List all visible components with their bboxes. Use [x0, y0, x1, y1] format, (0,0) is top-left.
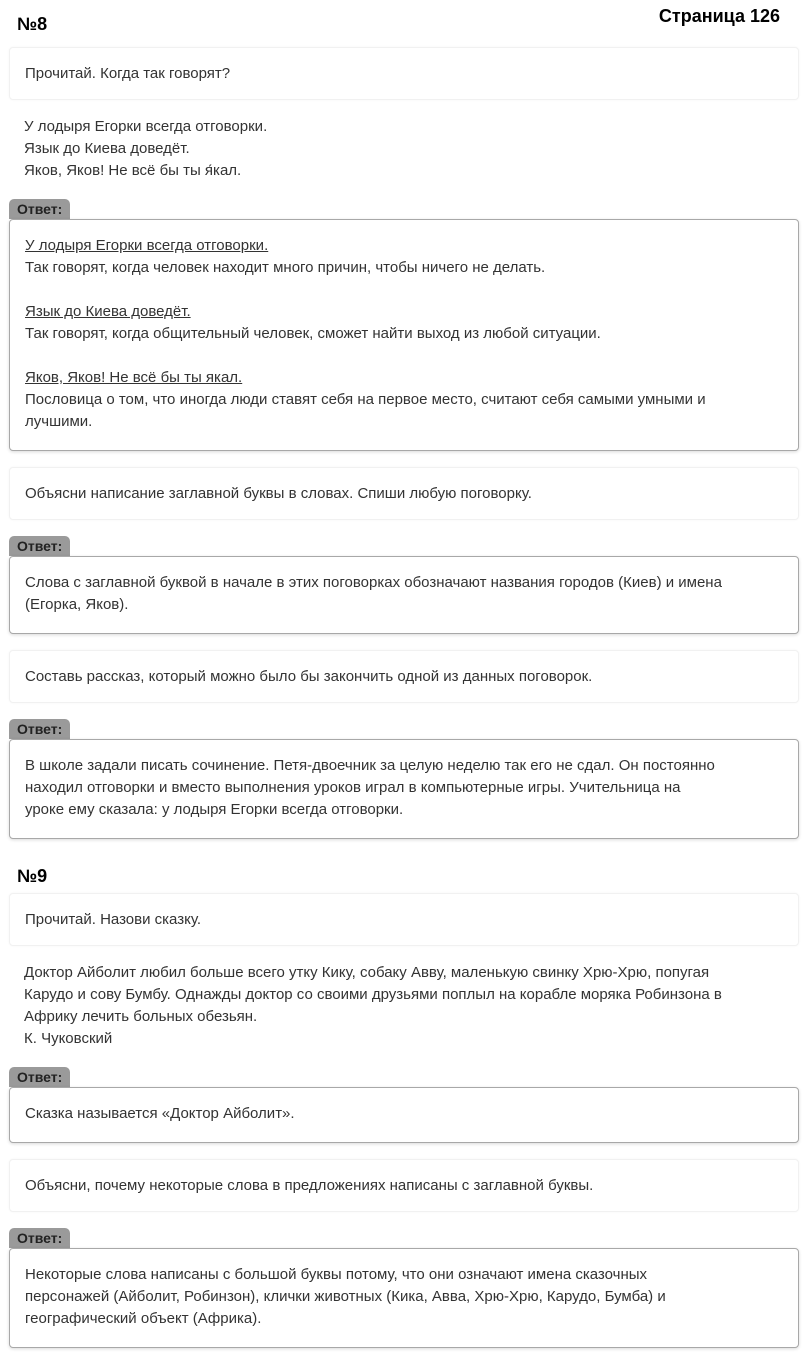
- answer-label-tab: Ответ:: [9, 719, 70, 739]
- text-line: Доктор Айболит любил больше всего утку Кику, собаку Авву, маленькую свинку Хрю-Хрю, попугая: [24, 964, 710, 981]
- answer-line: географический объект (Африка).: [25, 1310, 262, 1327]
- answer-label-tab: Ответ:: [9, 199, 70, 219]
- answer-line: Некоторые слова написаны с большой буквы потому, что они означают имена сказочных: [25, 1266, 648, 1283]
- task-8-answer-2: [9, 556, 799, 634]
- question-text: Прочитай. Когда так говорят?: [25, 64, 231, 82]
- task-8-source-text: [24, 116, 794, 182]
- proverb-explanation: Так говорят, когда общительный человек, сможет найти выход из любой ситуации.: [25, 325, 601, 342]
- text-author: К. Чуковский: [24, 1030, 113, 1047]
- answer-line: уроке ему сказала: у лодыря Егорки всегда отговорки.: [25, 801, 404, 818]
- task-8-answer-1: [9, 219, 799, 451]
- task-9-answer-1: [9, 1087, 799, 1143]
- text-line: Африку лечить больных обезьян.: [24, 1008, 258, 1025]
- answer-label-tab: Ответ:: [9, 1067, 70, 1087]
- proverb-explanation: Так говорят, когда человек находит много причин, чтобы ничего не делать.: [25, 259, 546, 276]
- task-8-heading: №8: [17, 14, 48, 34]
- text-line: Яков, Яков! Не всё бы ты я́кал.: [24, 162, 242, 179]
- task-8-question-3: [9, 650, 799, 703]
- answer-line: В школе задали писать сочинение. Петя-двоечник за целую неделю так его не сдал. Он постоянно: [25, 757, 715, 774]
- task-9-question-2: [9, 1159, 799, 1212]
- answer-line: (Егорка, Яков).: [25, 596, 129, 613]
- task-8-question-2: [9, 467, 799, 520]
- answer-label-tab: Ответ:: [9, 1228, 70, 1248]
- proverb-title: Яков, Яков! Не всё бы ты якал.: [25, 369, 243, 386]
- text-line: Карудо и сову Бумбу. Однажды доктор со своими друзьями поплыл на корабле моряка Робинзона в: [24, 986, 722, 1003]
- task-9-heading: №9: [17, 866, 48, 886]
- question-text: Составь рассказ, который можно было бы закончить одной из данных поговорок.: [25, 667, 593, 685]
- proverb-title: У лодыря Егорки всегда отговорки.: [25, 237, 269, 254]
- task-8-answer-3: [9, 739, 799, 839]
- task-9-question-1: [9, 893, 799, 946]
- answer-line: находил отговорки и вместо выполнения уроков играл в компьютерные игры. Учительница на: [25, 779, 681, 796]
- text-line: У лодыря Егорки всегда отговорки.: [24, 118, 268, 135]
- task-9-source-text: [24, 962, 794, 1050]
- proverb-explanation: Пословица о том, что иногда люди ставят себя на первое место, считают себя самыми умными и: [25, 391, 706, 408]
- proverb-explanation: лучшими.: [25, 413, 93, 430]
- answer-line: Слова с заглавной буквой в начале в этих поговорках обозначают названия городов (Киев) и имена: [25, 574, 722, 591]
- question-text: Объясни, почему некоторые слова в предложениях написаны с заглавной буквы.: [25, 1176, 594, 1194]
- answer-label-tab: Ответ:: [9, 536, 70, 556]
- task-8-question-1: [9, 47, 799, 100]
- question-text: Прочитай. Назови сказку.: [25, 910, 202, 928]
- question-text: Объясни написание заглавной буквы в словах. Спиши любую поговорку.: [25, 484, 532, 502]
- answer-line: Сказка называется «Доктор Айболит».: [25, 1105, 295, 1122]
- text-line: Язык до Киева доведёт.: [24, 140, 190, 157]
- task-9-answer-2: [9, 1248, 799, 1348]
- proverb-title: Язык до Киева доведёт.: [25, 303, 191, 320]
- page-number-label: Страница 126: [658, 6, 780, 26]
- answer-line: персонажей (Айболит, Робинзон), клички животных (Кика, Авва, Хрю-Хрю, Карудо, Бумба) и: [25, 1288, 666, 1305]
